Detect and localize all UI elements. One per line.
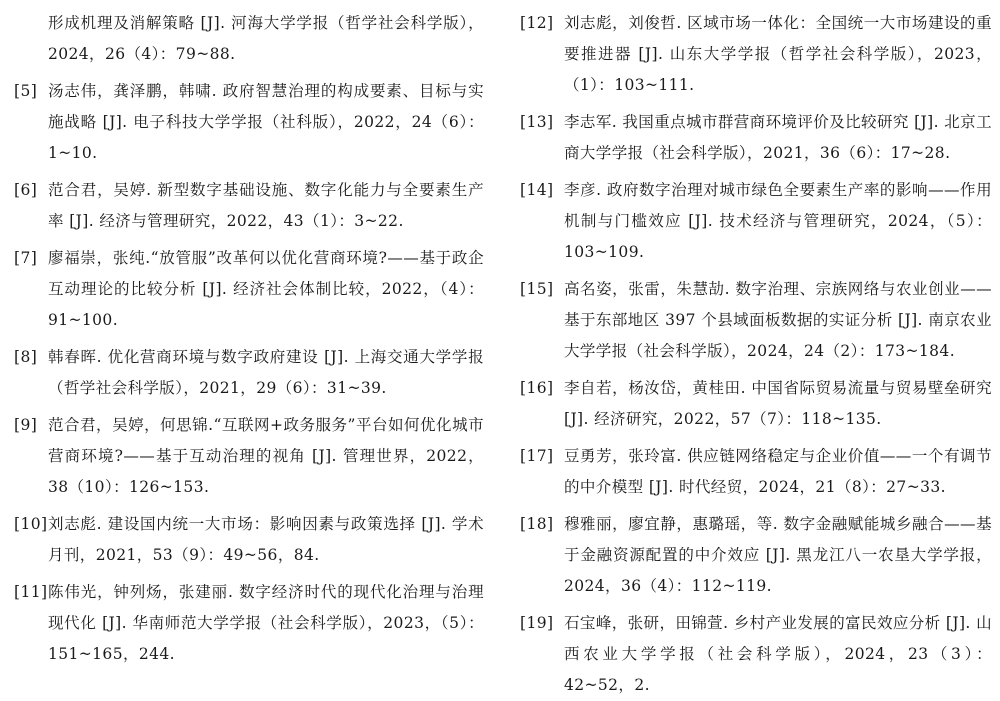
- reference-text: 范合君，吴婷，何思锦.“互联网+政务服务”平台如何优化城市营商环境?——基于互动治理的视角 [J]. 管理世界，2022，38（10）：126~153.: [48, 416, 484, 496]
- reference-text: 穆雅丽，廖宜静，惠璐瑶，等. 数字金融赋能城乡融合——基于金融资源配置的中介效应 [J]. 黑龙江八一农垦大学学报，2024，36（4）：112~119.: [564, 515, 992, 595]
- reference-entry: [12, 410, 484, 503]
- reference-number: [8]: [14, 348, 38, 366]
- reference-number: [18]: [520, 515, 554, 533]
- reference-text: 李彦. 政府数字治理对城市绿色全要素生产率的影响——作用机制与门槛效应 [J]. 技术经济与管理研究，2024，（5）：103~109.: [564, 181, 992, 261]
- reference-text: 李志军. 我国重点城市群营商环境评价及比较研究 [J]. 北京工商大学学报（社会科学版），2021，36（6）：17~28.: [564, 113, 992, 162]
- reference-entry: [12, 175, 484, 237]
- reference-text: 豆勇芳，张玲富. 供应链网络稳定与企业价值——一个有调节的中介模型 [J]. 时代经贸，2024，21（8）：27~33.: [564, 447, 992, 496]
- reference-number: [13]: [520, 113, 554, 131]
- reference-text: 韩春晖. 优化营商环境与数字政府建设 [J]. 上海交通大学学报（哲学社会科学版），2021，29（6）：31~39.: [48, 348, 484, 397]
- reference-number: [14]: [520, 181, 554, 199]
- reference-text: 石宝峰，张研，田锦萱. 乡村产业发展的富民效应分析 [J]. 山西农业大学学报（社会科学版），2024，23（3）：42~52，2.: [564, 614, 992, 694]
- reference-entry: [520, 441, 992, 503]
- reference-entry: [520, 509, 992, 602]
- reference-entry: [12, 8, 484, 70]
- reference-entry: [520, 8, 992, 101]
- reference-entry: [520, 107, 992, 169]
- reference-entry: [12, 577, 484, 670]
- reference-entry: [520, 175, 992, 268]
- reference-text: 陈伟光，钟列炀，张建丽. 数字经济时代的现代化治理与治理现代化 [J]. 华南师范大学学报（社会科学版），2023，（5）：151~165，244.: [48, 583, 484, 663]
- reference-column-right: [520, 8, 992, 701]
- reference-text: 刘志彪. 建设国内统一大市场：影响因素与政策选择 [J]. 学术月刊，2021，53（9）：49~56，84.: [48, 515, 484, 564]
- reference-number: [19]: [520, 614, 554, 632]
- reference-number: [12]: [520, 14, 554, 32]
- reference-text: 范合君，吴婷. 新型数字基础设施、数字化能力与全要素生产率 [J]. 经济与管理研究，2022，43（1）：3~22.: [48, 181, 484, 230]
- reference-number: [16]: [520, 379, 554, 397]
- reference-entry: [520, 373, 992, 435]
- reference-number: [5]: [14, 82, 38, 100]
- reference-text: 李自若，杨汝岱，黄桂田. 中国省际贸易流量与贸易壁垒研究 [J]. 经济研究，2022，57（7）：118~135.: [564, 379, 992, 428]
- reference-entry: [12, 76, 484, 169]
- reference-text: 廖福崇，张纯.“放管服”改革何以优化营商环境?——基于政企互动理论的比较分析 [J]. 经济社会体制比较，2022，（4）：91~100.: [48, 249, 484, 329]
- reference-number: [9]: [14, 416, 38, 434]
- reference-number: [15]: [520, 280, 554, 298]
- reference-number: [6]: [14, 181, 38, 199]
- reference-entry: [12, 243, 484, 336]
- reference-number: [11]: [14, 583, 48, 601]
- reference-number: [10]: [14, 515, 48, 533]
- reference-column-left: [12, 8, 484, 670]
- reference-number: [17]: [520, 447, 554, 465]
- reference-number: [7]: [14, 249, 38, 267]
- reference-text: 形成机理及消解策略 [J]. 河海大学学报（哲学社会科学版），2024，26（4）：79~88.: [48, 14, 484, 63]
- reference-entry: [520, 608, 992, 701]
- reference-entry: [12, 509, 484, 571]
- reference-text: 汤志伟，龚泽鹏，韩啸. 政府智慧治理的构成要素、目标与实施战略 [J]. 电子科技大学学报（社科版），2022，24（6）：1~10.: [48, 82, 484, 162]
- reference-entry: [520, 274, 992, 367]
- reference-text: 高名姿，张雷，朱慧劼. 数字治理、宗族网络与农业创业——基于东部地区 397 个县域面板数据的实证分析 [J]. 南京农业大学学报（社会科学版），2024，24（2）：173~184.: [564, 280, 992, 360]
- reference-entry: [12, 342, 484, 404]
- reference-text: 刘志彪，刘俊哲. 区域市场一体化：全国统一大市场建设的重要推进器 [J]. 山东大学学报（哲学社会科学版），2023，（1）：103~111.: [564, 14, 992, 94]
